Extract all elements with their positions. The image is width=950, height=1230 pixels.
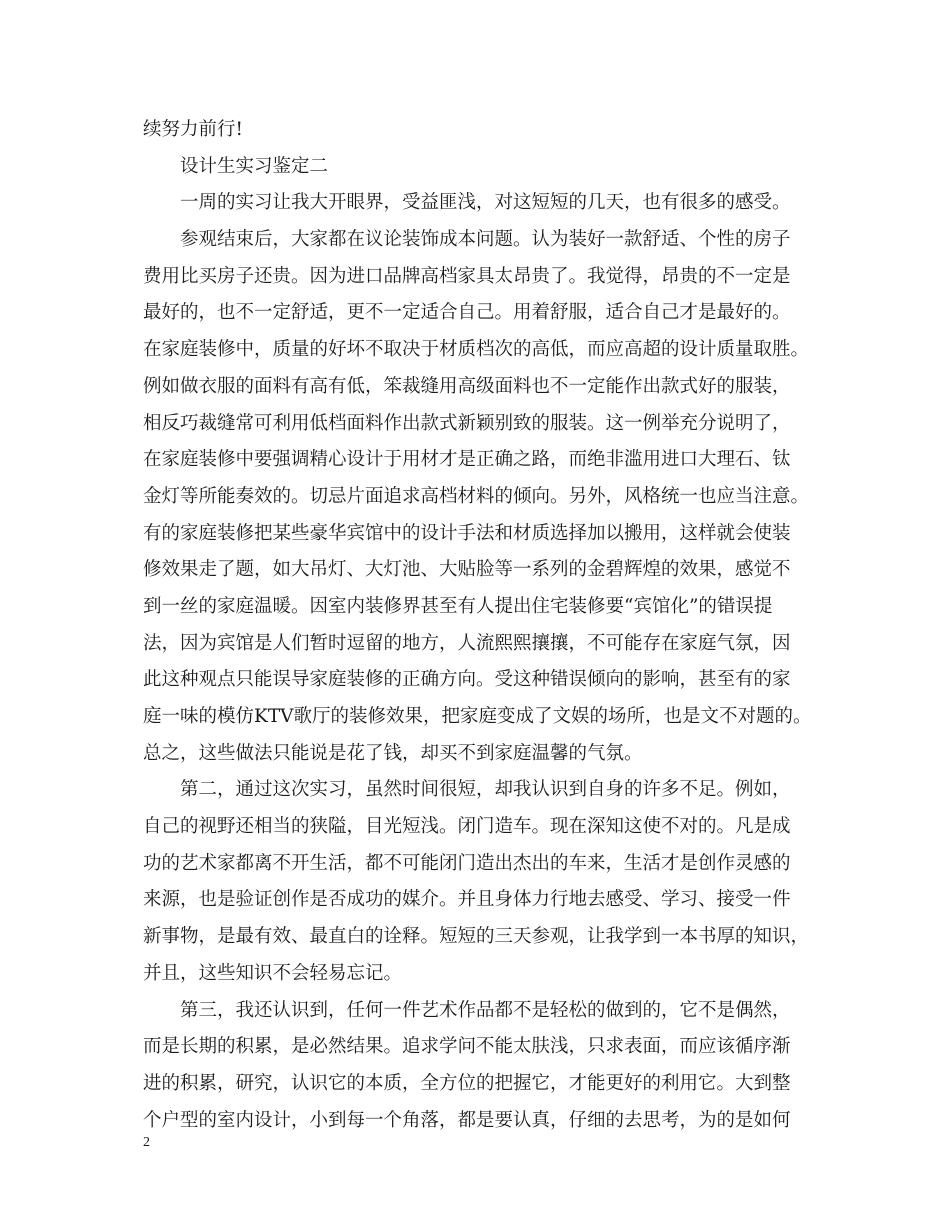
- page-number: 2: [143, 1135, 150, 1150]
- text-line: 新事物，是最有效、最直白的诠释。短短的三天参观，让我学到一本书厚的知识，: [143, 926, 810, 948]
- text-line: 例如做衣服的面料有高有低，笨裁缝用高级面料也不一定能作出款式好的服装，: [143, 375, 791, 397]
- text-line: 庭一味的模仿KTV歌厅的装修效果，把家庭变成了文娱的场所，也是文不对题的。: [143, 706, 812, 727]
- text-line: 最好的，也不一定舒适，更不一定适合自己。用着舒服，适合自己才是最好的。: [143, 302, 791, 324]
- text-line: 自己的视野还相当的狭隘，目光短浅。闭门造车。现在深知这使不对的。凡是成: [143, 816, 791, 838]
- text-line: 有的家庭装修把某些豪华宾馆中的设计手法和材质选择加以搬用，这样就会使装: [143, 522, 791, 544]
- text-line: 个户型的室内设计，小到每一个角落，都是要认真，仔细的去思考，为的是如何: [143, 1109, 791, 1131]
- text-line: 法，因为宾馆是人们暂时逗留的地方，人流熙熙攘攘，不可能存在家庭气氛，因: [143, 632, 791, 654]
- text-line: 第三，我还认识到，任何一件艺术作品都不是轻松的做到的，它不是偶然，: [180, 999, 791, 1021]
- text-line: 一周的实习让我大开眼界，受益匪浅，对这短短的几天，也有很多的感受。: [180, 192, 791, 214]
- text-line: 设计生实习鉴定二: [180, 155, 329, 177]
- text-line: 并且，这些知识不会轻易忘记。: [143, 962, 403, 984]
- text-line: 金灯等所能奏效的。切忌片面追求高档材料的倾向。另外，风格统一也应当注意。: [143, 485, 810, 507]
- text-line: 相反巧裁缝常可利用低档面料作出款式新颖别致的服装。这一例举充分说明了，: [143, 412, 791, 434]
- text-line: 总之，这些做法只能说是花了钱，却买不到家庭温馨的气氛。: [143, 742, 643, 764]
- text-line: 续努力前行!: [143, 119, 243, 140]
- text-line: 此这种观点只能误导家庭装修的正确方向。受这种错误倾向的影响，甚至有的家: [143, 669, 791, 691]
- text-line: 参观结束后，大家都在议论装饰成本问题。认为装好一款舒适、个性的房子: [180, 229, 791, 251]
- text-line: 到一丝的家庭温暖。因室内装修界甚至有人提出住宅装修要“宾馆化”的错误提: [143, 595, 773, 617]
- text-line: 功的艺术家都离不开生活，都不可能闭门造出杰出的车来，生活才是创作灵感的: [143, 852, 791, 874]
- text-line: 进的积累，研究，认识它的本质，全方位的把握它，才能更好的利用它。大到整: [143, 1072, 791, 1094]
- text-line: 第二，通过这次实习，虽然时间很短，却我认识到自身的许多不足。例如，: [180, 779, 791, 801]
- text-line: 来源，也是验证创作是否成功的媒介。并且身体力行地去感受、学习、接受一件: [143, 889, 791, 911]
- body-text: [143, 112, 823, 1139]
- text-line: 修效果走了题，如大吊灯、大灯池、大贴脸等一系列的金碧辉煌的效果，感觉不: [143, 559, 791, 581]
- text-line: 在家庭装修中，质量的好坏不取决于材质档次的高低，而应高超的设计质量取胜。: [143, 339, 810, 361]
- text-line: 而是长期的积累，是必然结果。追求学问不能太肤浅，只求表面，而应该循序渐: [143, 1036, 791, 1058]
- text-line: 在家庭装修中要强调精心设计于用材才是正确之路，而绝非滥用进口大理石、钛: [143, 449, 791, 471]
- text-line: 费用比买房子还贵。因为进口品牌高档家具太昂贵了。我觉得，昂贵的不一定是: [143, 265, 791, 287]
